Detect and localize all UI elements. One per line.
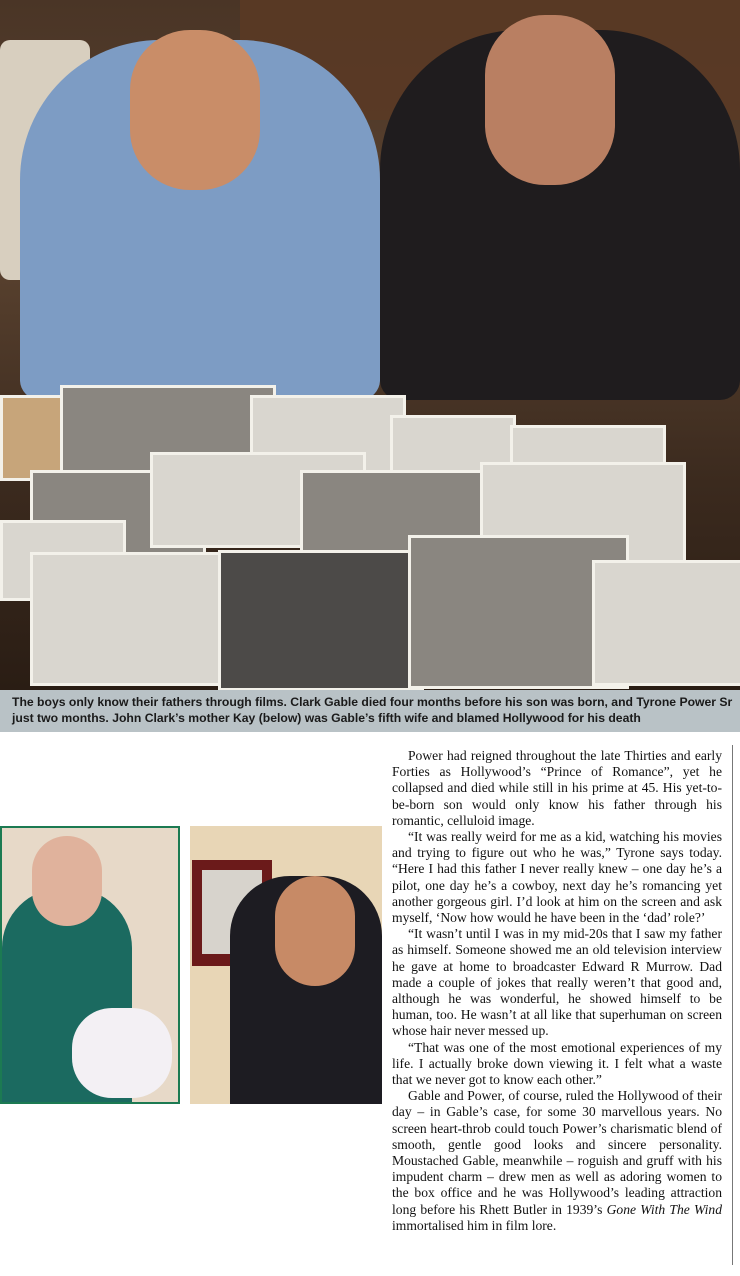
man-right-figure: [380, 30, 740, 400]
article-text: Gable and Power, of course, ruled the Hollywood of their day – in Gable’s case, for some 30 marvellous years. No screen heart-throb could touch Power’s charismatic blend of smooth, gentle good looks and sincere personality. Moustached Gable, meanwhile – roguish and gruff with his impudent charm – drew men as well as adoring women to the box office and he was Hollywood’s leading attraction long before his Rhett Butler in 1939’s: [392, 1088, 722, 1217]
spread-photo: [592, 560, 740, 686]
article-paragraph: “It wasn’t until I was in my mid-20s that I saw my father as himself. Someone showed me an old television interview he gave at home to broadcaster Edward R Murrow. Dad made a couple of jokes that really weren’t that good and, although he was wonderful, he showed himself to be human, too. He wasn’t at all like that superhuman on screen whose hair never messed up.: [392, 926, 722, 1039]
man-left-head: [130, 30, 260, 190]
man-right-head: [485, 15, 615, 185]
baby-figure: [72, 1008, 172, 1098]
john-clark-photo: [190, 826, 382, 1104]
article-column: [392, 748, 722, 1268]
column-rule: [732, 745, 733, 1265]
film-title: Gone With The Wind: [606, 1201, 722, 1217]
spread-photo: [30, 552, 226, 686]
man-left-figure: [20, 40, 380, 400]
article-paragraph: Power had reigned throughout the late Thirties and early Forties as Hollywood’s “Prince of Romance”, yet he collapsed and died while still in his prime at 45. His yet-to-be-born son would only know his father through his romantic, celluloid image.: [392, 748, 722, 828]
kay-photo: [0, 826, 180, 1104]
photo-caption: The boys only know their fathers through films. Clark Gable died four months before his son was born, and Tyrone Power Sr just two months. John Clark’s mother Kay (below) was Gable’s fifth wife and blamed Hollywood for his death: [12, 695, 733, 725]
article-paragraph: “It was really weird for me as a kid, watching his movies and trying to figure out who he was,” Tyrone says today. “Here I had this father I never really knew – one day he’s a pilot, one day he’s a cowboy, next day he’s romancing yet another gorgeous girl. I’d look at him on the screen and ask myself, ‘Now how would he have been in the ‘dad’ role?’: [392, 829, 722, 926]
article-paragraph: “That was one of the most emotional experiences of my life. I actually broke down viewing it. I felt what a waste that we never got to know each other.”: [392, 1039, 722, 1088]
tyrone-power-portrait: [218, 550, 424, 690]
article-paragraph-last: [392, 1088, 722, 1234]
woman-face: [32, 836, 102, 926]
article-text: immortalised him in film lore.: [392, 1217, 557, 1233]
man-face: [275, 876, 355, 986]
